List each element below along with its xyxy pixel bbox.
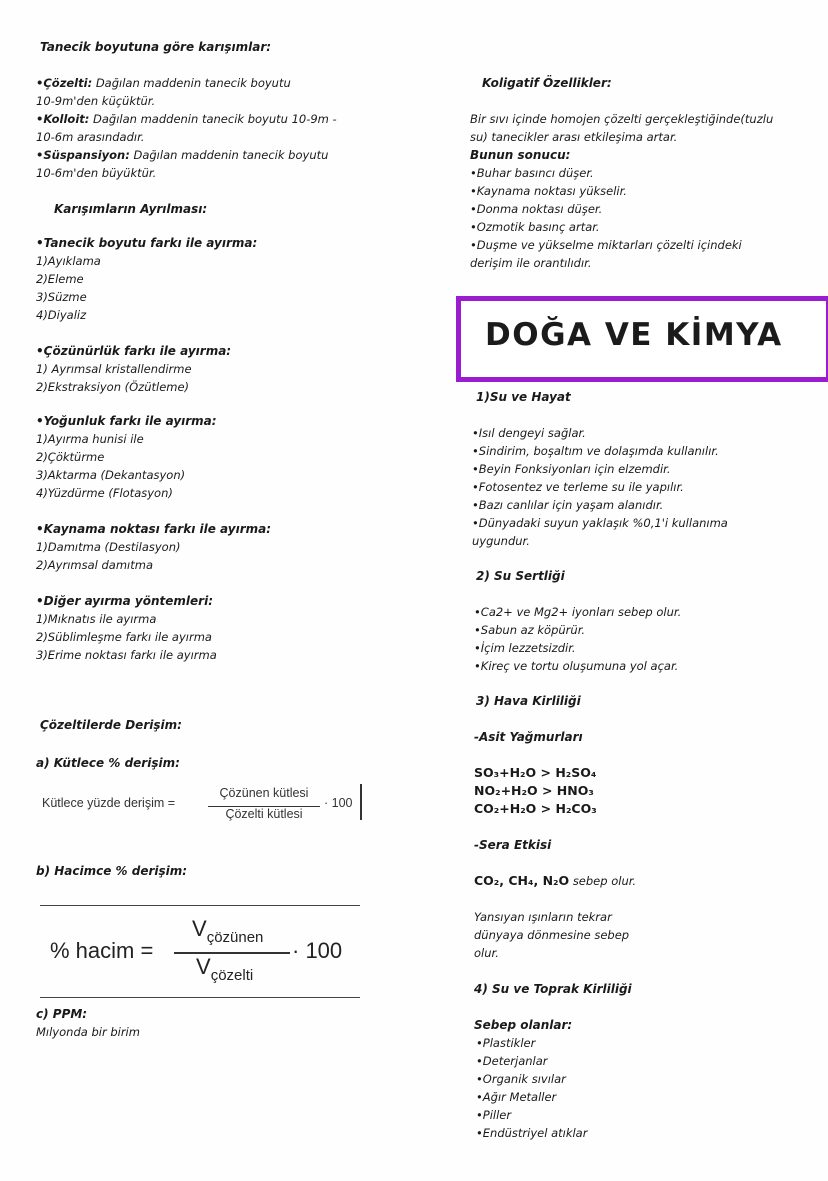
heading-greenhouse: -Sera Etkisi — [474, 838, 552, 852]
colligative-text-1: Bir sıvı içinde homojen çözelti gerçekleştiğinde(tuzlu — [470, 112, 774, 126]
water-hardness-item: •Ca2+ ve Mg2+ iyonları sebep olur. — [474, 605, 682, 619]
reaction-equation: NO₂+H₂O > HNO₃ — [474, 783, 594, 798]
cozelti-text: Dağılan maddenin tanecik boyutu — [95, 76, 291, 90]
separation-group-title: •Diğer ayırma yöntemleri: — [36, 594, 213, 608]
mass-percent-formula — [34, 784, 362, 822]
separation-method-item: 1)Damıtma (Destilasyon) — [36, 540, 181, 554]
colligative-text-2: su) tanecikler arası etkileşima artar. — [470, 130, 678, 144]
volume-fraction — [174, 912, 290, 992]
separation-method-item: 3)Süzme — [36, 290, 87, 304]
cozelti-term: •Çözelti: — [36, 76, 93, 90]
ppm-text: Mılyonda bir birim — [36, 1025, 140, 1039]
formula-left: Kütlece yüzde derişim = — [42, 796, 176, 810]
heading-water-life: 1)Su ve Hayat — [476, 390, 571, 404]
reflection-line: dünyaya dönmesine sebep — [474, 928, 630, 942]
reflection-line: olur. — [474, 946, 499, 960]
greenhouse-line — [474, 872, 636, 890]
heading-causes: Sebep olanlar: — [474, 1018, 573, 1032]
rule-bottom — [40, 997, 360, 998]
heading-particle-size-mixtures: Tanecik boyutuna göre karışımlar: — [40, 40, 272, 54]
greenhouse-gases: CO₂, CH₄, N₂O — [474, 873, 570, 888]
separation-method-item: 2)Ekstraksiyon (Özütleme) — [36, 380, 190, 394]
cause-item: •Plastikler — [476, 1036, 536, 1050]
water-hardness-item: •Sabun az köpürür. — [474, 623, 586, 637]
separation-method-item: 3)Erime noktası farkı ile ayırma — [36, 648, 217, 662]
separation-group-title: •Kaynama noktası farkı ile ayırma: — [36, 522, 272, 536]
separation-group-title: •Çözünürlük farkı ile ayırma: — [36, 344, 232, 358]
cause-item: •Endüstriyel atıklar — [476, 1126, 588, 1140]
result-item: •Kaynama noktası yükselir. — [470, 184, 627, 198]
cause-item: •Piller — [476, 1108, 512, 1122]
formula-denominator: Çözelti kütlesi — [225, 807, 303, 821]
separation-group-title: •Tanecik boyutu farkı ile ayırma: — [36, 236, 258, 250]
volume-multiplier: · 100 — [292, 938, 343, 963]
cause-item: •Ağır Metaller — [476, 1090, 557, 1104]
suspansiyon-text: Dağılan maddenin tanecik boyutu — [133, 148, 329, 162]
heading-water-hardness: 2) Su Sertliği — [476, 569, 565, 583]
section-title: DOĞA VE KİMYA — [485, 317, 783, 353]
separation-group-title: •Yoğunluk farkı ile ayırma: — [36, 414, 217, 428]
cause-item: •Organik sıvılar — [476, 1072, 566, 1086]
heading-colligative: Koligatif Özellikler: — [482, 76, 612, 90]
v-num-sub: çözünen — [206, 929, 264, 946]
cause-item: •Deterjanlar — [476, 1054, 548, 1068]
separation-method-item: 4)Yüzdürme (Flotasyon) — [36, 486, 173, 500]
separation-method-item: 1)Ayırma hunisi ile — [36, 432, 144, 446]
water-life-item: •Isıl dengeyi sağlar. — [472, 426, 586, 440]
v-num: V — [192, 916, 207, 941]
rule-top — [40, 905, 360, 906]
kolloit-text-2: 10-6m arasındadır. — [36, 130, 145, 144]
water-life-item: •Dünyadaki suyun yaklaşık %0,1'i kullanıma — [472, 516, 728, 530]
separation-method-item: 2)Ayrımsal damıtma — [36, 558, 153, 572]
water-life-item: •Bazı canlılar için yaşam alanıdır. — [472, 498, 664, 512]
result-item: •Buhar basıncı düşer. — [470, 166, 594, 180]
result-item: •Duşme ve yükselme miktarları çözelti içindeki — [470, 238, 742, 252]
formula-bar — [360, 784, 362, 820]
result-item: •Ozmotik basınç artar. — [470, 220, 600, 234]
water-life-item-continuation: uygundur. — [472, 534, 530, 548]
separation-method-item: 1)Ayıklama — [36, 254, 101, 268]
reaction-equation: CO₂+H₂O > H₂CO₃ — [474, 801, 597, 816]
kolloit-text: Dağılan maddenin tanecik boyutu 10-9m - — [93, 112, 337, 126]
separation-method-item: 2)Eleme — [36, 272, 84, 286]
heading-ppm: c) PPM: — [36, 1007, 88, 1021]
heading-mass-percent: a) Kütlece % derişim: — [36, 756, 180, 770]
volume-denominator — [196, 954, 254, 984]
result-item-continuation: derişim ile orantılıdır. — [470, 256, 592, 270]
separation-method-item: 2)Çöktürme — [36, 450, 105, 464]
water-life-item: •Sindirim, boşaltım ve dolaşımda kullanılır. — [472, 444, 719, 458]
heading-concentration: Çözeltilerde Derişim: — [40, 718, 182, 732]
reflection-line: Yansıyan ışınların tekrar — [474, 910, 612, 924]
v-den-sub: çözelti — [210, 967, 254, 984]
heading-result: Bunun sonucu: — [470, 148, 571, 162]
heading-acid-rain: -Asit Yağmurları — [474, 730, 583, 744]
cozelti-line — [36, 74, 291, 92]
water-life-item: •Fotosentez ve terleme su ile yapılır. — [472, 480, 684, 494]
kolloit-term: •Kolloit: — [36, 112, 90, 126]
greenhouse-suffix: sebep olur. — [572, 874, 637, 888]
separation-method-item: 1) Ayrımsal kristallendirme — [36, 362, 192, 376]
water-hardness-item: •İçim lezzetsizdir. — [474, 641, 576, 655]
reaction-equation: SO₃+H₂O > H₂SO₄ — [474, 765, 597, 780]
heading-soil-pollution: 4) Su ve Toprak Kirliliği — [474, 982, 632, 996]
separation-method-item: 1)Mıknatıs ile ayırma — [36, 612, 157, 626]
heading-volume-percent: b) Hacimce % derişim: — [36, 864, 188, 878]
formula-multiplier: · 100 — [324, 796, 353, 810]
section-title-box — [456, 296, 828, 382]
heading-separation: Karışımların Ayrılması: — [54, 202, 208, 216]
separation-method-item: 2)Süblimleşme farkı ile ayırma — [36, 630, 212, 644]
water-life-item: •Beyin Fonksiyonları için elzemdir. — [472, 462, 671, 476]
result-item: •Donma noktası düşer. — [470, 202, 603, 216]
heading-air-pollution: 3) Hava Kirliliği — [476, 694, 581, 708]
formula-numerator: Çözünen kütlesi — [219, 786, 309, 800]
volume-percent-formula — [34, 902, 360, 1002]
suspansiyon-text-2: 10-6m'den büyüktür. — [36, 166, 157, 180]
suspansiyon-term: •Süspansiyon: — [36, 148, 130, 162]
kolloit-line — [36, 110, 337, 128]
separation-method-item: 4)Diyaliz — [36, 308, 87, 322]
water-hardness-item: •Kireç ve tortu oluşumuna yol açar. — [474, 659, 679, 673]
volume-numerator — [192, 916, 264, 946]
volume-formula-left: % hacim = — [50, 938, 154, 963]
separation-method-item: 3)Aktarma (Dekantasyon) — [36, 468, 186, 482]
v-den: V — [196, 954, 211, 979]
cozelti-text-2: 10-9m'den küçüktür. — [36, 94, 156, 108]
suspansiyon-line — [36, 146, 328, 164]
